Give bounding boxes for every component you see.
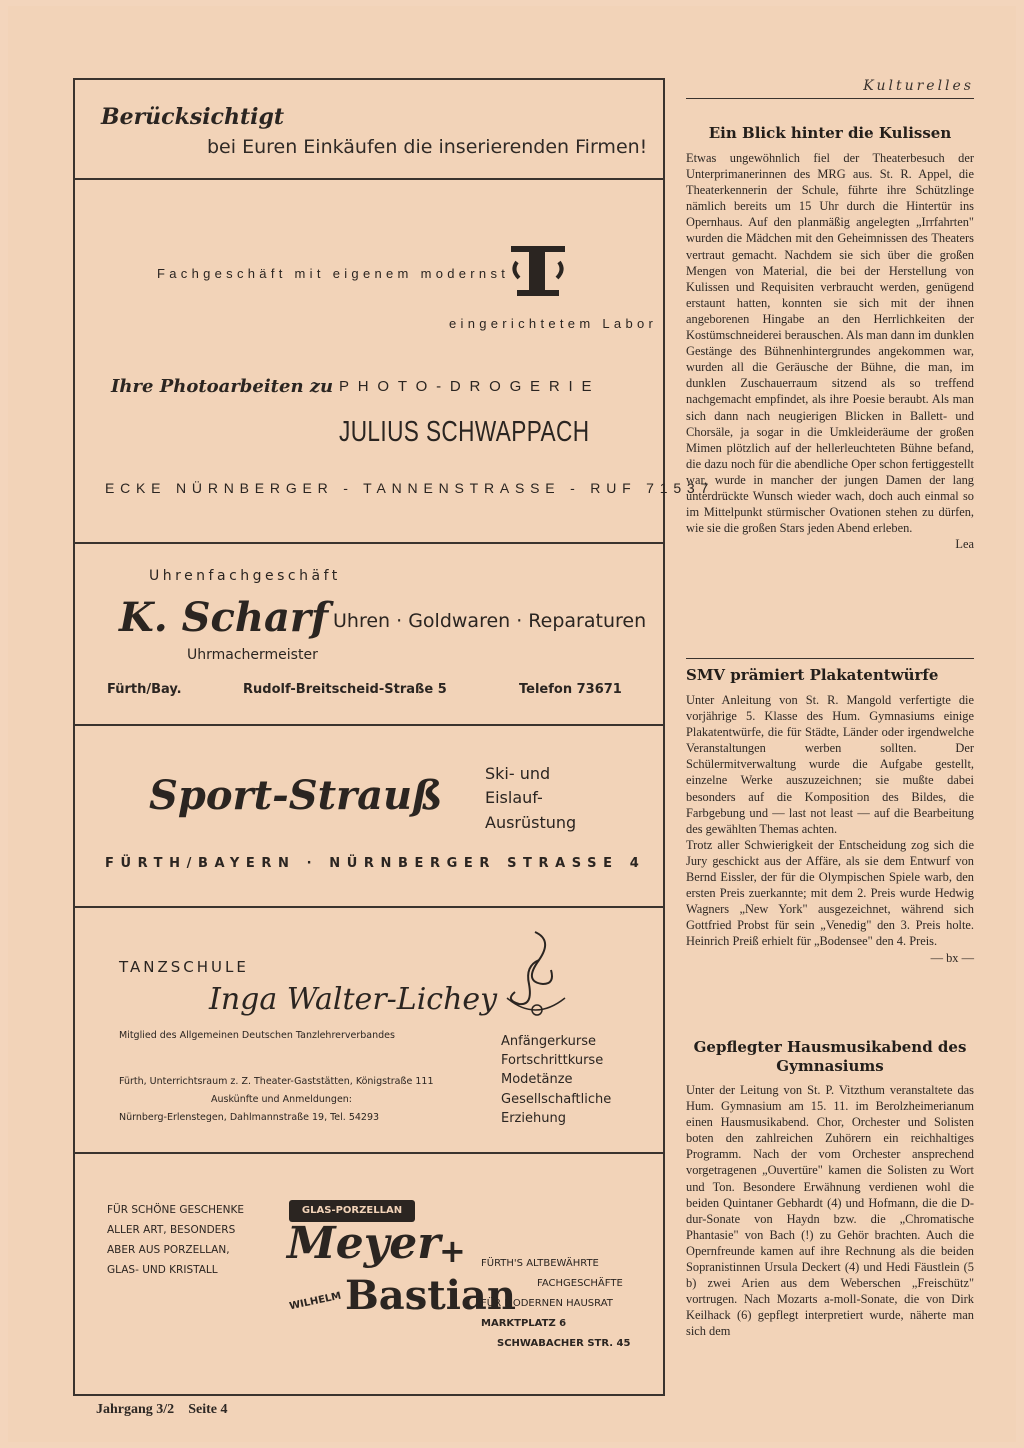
tanz-kind: TANZSCHULE [119,958,249,976]
porzellan-left-2: ALLER ART, BESONDERS [107,1224,236,1236]
tanz-course-5: Erziehung [501,1111,566,1126]
photo-tagline-2: eingerichtetem Labor [449,316,658,331]
article-2-body [686,692,974,1022]
article-3-text: Unter der Leitung von St. P. Vitzthum veranstaltete das Hum. Gymnasium am 15. 11. im Berolzheimerianum einen Hausmusikabend. Chor, Orchester und Solisten boten den zahlreichen Zuhörern ein reichhaltiges Programm. Nach der vom Orchester ansprechend vorgetragenen „Ouvertüre" kamen die Solisten zu Wort und Ton. Besondere Erwähnung verdienen wohl die beiden Quintaner Gebhardt (4) und Hofmann, die die D-dur-Sonate von Haydn bzw. die „Chromatische Phantasie" von Bach (!) zu Gehör brachten. Auch die Opernfreunde kamen auf ihre Rechnung als die beiden Sopranistinnen Ursula Deckert (4) und Hedi Fäustlein (5 b) zwei Arien aus dem Weberschen „Freischütz" vortrugen. Nach Mozarts a-moll-Sonate, die von Dirk Keilhack (6) gepflegt interpretiert wurde, näherte man sich dem [686,1083,974,1339]
wilhelm-label: WILHELM [288,1290,343,1313]
tanz-member: Mitglied des Allgemeinen Deutschen Tanzlehrerverbandes [119,1030,395,1041]
article-1-title: Ein Blick hinter die Kulissen [708,124,952,142]
porzellan-label: GLAS-PORZELLAN [289,1200,415,1222]
article-1-body [686,150,974,636]
scharf-ad [75,544,663,726]
sport-strauss-ad [75,726,663,908]
porzellan-left-4: GLAS- UND KRISTALL [107,1264,218,1276]
tanz-contact: Nürnberg-Erlenstegen, Dahlmannstraße 19, Tel. 54293 [119,1112,380,1123]
article-3-title: Gepflegter Hausmusikabend des Gymnasiums [693,1038,967,1075]
article-3-body [686,1082,974,1398]
article-2-title: SMV prämiert Plakatentwürfe [686,666,939,684]
tanz-course-1: Anfängerkurse [501,1034,596,1049]
porzellan-right-1: FÜRTH'S ALTBEWÄHRTE [481,1258,599,1269]
banner-ad [75,80,663,180]
article-2-signature: — bx — [930,950,974,965]
porzellan-right-2: FACHGESCHÄFTE [537,1278,623,1289]
tanz-monogram-icon [495,926,575,1026]
tanz-course-2: Fortschrittkurse [501,1053,604,1068]
column-rule [686,98,974,99]
scharf-phone: Telefon 73671 [519,682,622,697]
banner-subline: bei Euren Einkäufen die inserierenden Firmen! [207,136,648,158]
article-2-text-1: Unter Anleitung von St. R. Mangold verfertigte die vorjährige 5. Klasse des Hum. Gymnasiums einige Plakatentwürfe, die für Städte, Länder oder irgendwelche Veranstaltungen werben sollten. Der Schülermitverwaltung wurde die Aufgabe gestellt, einzelne Werke auszuzeichnen; sie mußte dabei besonders auf die Komposition des Bildes, die Farbgebung und — last not least — auf die Bearbeitung des gewählten Themas achten. [686,693,974,836]
porzellan-right-5: SCHWABACHER STR. 45 [497,1338,631,1349]
sport-line-3: Ausrüstung [485,813,577,832]
advertisement-panel [73,78,715,1396]
scharf-services: Uhren · Goldwaren · Reparaturen [333,610,647,632]
photo-slogan: Ihre Photoarbeiten zu [111,376,334,397]
article-2-text-2: Trotz aller Schwierigkeit der Entscheidung zog sich die Jury geschickt aus der Affäre, als sie dem Entwurf von Bernd Eissler, der für die Olympischen Spiele warb, den ersten Preis zuerkannte; mit dem 2. Preis wurde Hedwig Wagners „New York" ausgezeichnet, während sich Gottfried Probst für sein „Venedig" den 3. Preis holte. Heinrich Preiß erhielt für „Bodensee" den 4. Preis. [686,837,974,949]
banner-headline: Berücksichtigt [101,104,285,130]
article-1-text: Etwas ungewöhnlich fiel der Theaterbesuch der Unterprimanerinnen des MRG aus. St. R. Appel, die Theaterkennerin der Schule, führte ihre Schützlinge nämlich bereits um 15 Uhr durch die Hintertür ins Opernhaus. Auf den planmäßig angelegten „Irrfahrten" wurden die Mädchen mit den Geheimnissen des Theaters vertraut gemacht. Nachdem sie sich über die großen Mengen von Material, die bei der Herstellung von Kulissen und Requisiten verbraucht werden, genügend erstaunt hatten, konnten sie sich mit der ihnen angeborenen Hingabe an den Herrlichkeiten der Kostümschneiderei berauschen. Als man dann im dunklen Gestänge des Bühnenhintergrundes angekommen war, wurden all die Geräusche der Bühne, die man, im dunklen Zuschauerraum sitzend als so treffend nachgemacht empfindet, als ihre Poesie beraubt. Als man sich dann nach neugierigen Blicken in Ballett- und Chorsäle, ja sogar in die Umkleideräume der großen Mimen plötzlich auf der hellerleuchteten Bühne befand, die dazu noch für die abendliche Oper schon fertiggestellt war, wurde in mancher der jungen Damen der lang unterdrückte Wunsch wieder wach, doch auch einmal so im Mittelpunkt stürmischer Ovationen stehen zu dürfen, wie sie die großen Stars jeden Abend erleben. [686,151,975,536]
meyer-logo: Meyer [287,1218,441,1269]
tanz-info: Auskünfte und Anmeldungen: [211,1094,353,1105]
sport-name: Sport-Strauß [149,772,443,819]
sport-address: FÜRTH/BAYERN · NÜRNBERGER STRASSE 4 [105,856,646,871]
tanz-course-3: Modetänze [501,1072,573,1087]
photo-address: ECKE NÜRNBERGER - TANNENSTRASSE - RUF 71537 [105,480,715,496]
photo-drogerie-word: PHOTO-DROGERIE [339,378,601,395]
page-number: Seite 4 [188,1402,228,1417]
porzellan-right-3: FÜR MODERNEN HAUSRAT [481,1298,613,1309]
photo-company-name: JULIUS SCHWAPPACH [339,416,590,448]
porzellan-right-4: MARKTPLATZ 6 [481,1318,567,1329]
scharf-category: Uhrenfachgeschäft [149,568,341,584]
plus-sign: + [439,1232,466,1270]
porzellan-left-1: FÜR SCHÖNE GESCHENKE [107,1204,245,1216]
column-heading: Kulturelles [863,78,974,94]
sport-line-2: Eislauf- [485,788,543,807]
bastian-logo: Bastian [345,1272,516,1319]
tanz-name: Inga Walter-Lichey [209,982,498,1017]
tanzschule-ad [75,908,663,1154]
tanz-course-4: Gesellschaftliche [501,1092,612,1107]
page-footer [96,1402,227,1418]
article-1-signature: Lea [955,537,974,552]
issue-number: Jahrgang 3/2 [96,1402,175,1417]
porzellan-left-3: ABER AUS PORZELLAN, [107,1244,230,1256]
porzellan-ad [75,1154,663,1398]
tanz-room: Fürth, Unterrichtsraum z. Z. Theater-Gaststätten, Königstraße 111 [119,1076,434,1087]
scharf-street: Rudolf-Breitscheid-Straße 5 [243,682,447,697]
kulturelles-column [686,78,974,1398]
divider-1 [686,658,974,659]
photo-logo-icon [507,244,569,300]
sport-line-1: Ski- und [485,764,551,783]
scharf-title: Uhrmachermeister [187,647,318,663]
scharf-city: Fürth/Bay. [107,682,182,697]
photo-tagline-1: Fachgeschäft mit eigenem modernst [157,266,510,281]
photo-drogerie-ad [75,180,715,544]
scharf-name: K. Scharf [119,594,329,641]
